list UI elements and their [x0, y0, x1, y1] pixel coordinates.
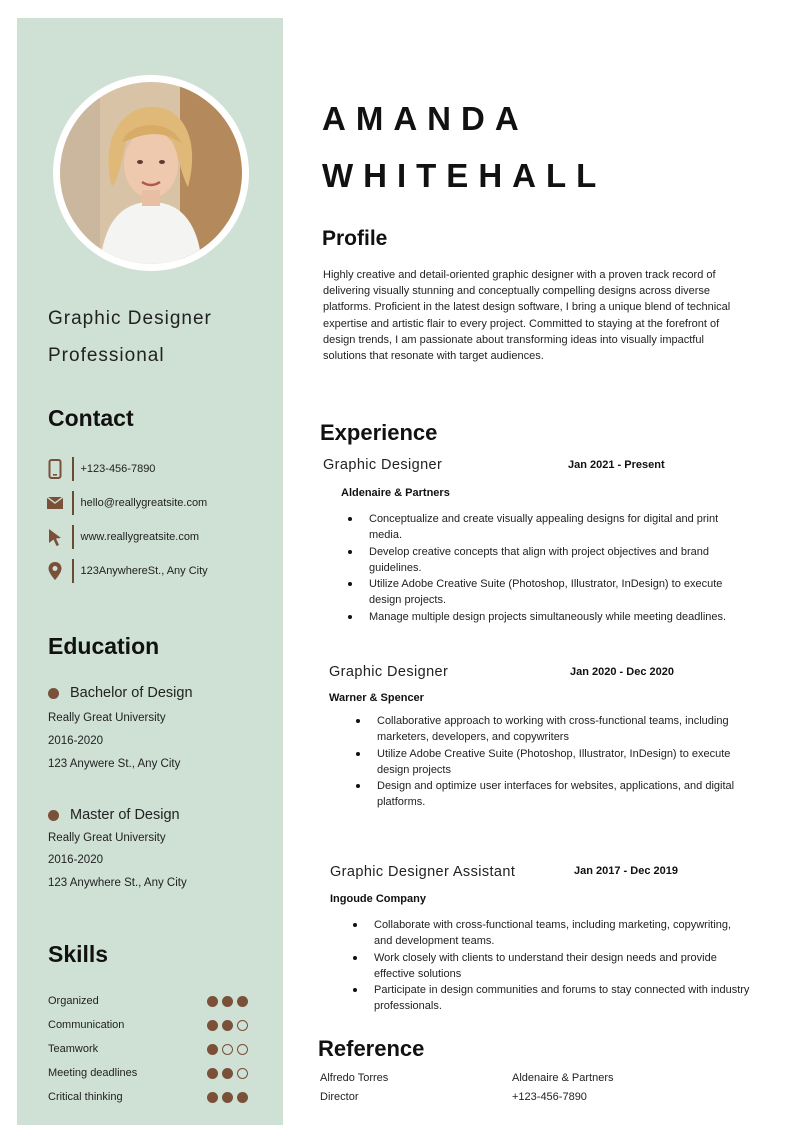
- experience-heading: Experience: [320, 420, 438, 445]
- rating-dot-filled-icon: [207, 1092, 218, 1103]
- job-3-company: Ingoude Company: [330, 893, 426, 905]
- job-1-company: Aldenaire & Partners: [341, 487, 450, 499]
- education-degree-1: [48, 685, 193, 701]
- job-3-title: Graphic Designer Assistant: [330, 864, 516, 880]
- job-title-line-2: Professional: [48, 345, 165, 366]
- name-last: WHITEHALL: [322, 157, 607, 194]
- rating-dot-filled-icon: [222, 996, 233, 1007]
- list-item: Design and optimize user interfaces for websites, applications, and digital platforms.: [353, 778, 761, 811]
- list-item: Develop creative concepts that align with project objectives and brand guidelines.: [345, 544, 753, 577]
- skill-row: [48, 993, 248, 1009]
- job-title-line-1: Graphic Designer: [48, 308, 212, 329]
- rating-dot-filled-icon: [207, 1020, 218, 1031]
- education-years-2: 2016-2020: [48, 854, 103, 866]
- job-2-dates: Jan 2020 - Dec 2020: [570, 666, 674, 678]
- skill-rating: [207, 1068, 248, 1079]
- degree-label: Bachelor of Design: [70, 685, 193, 701]
- rating-dot-empty-icon: [237, 1068, 248, 1079]
- list-item: Manage multiple design projects simultaneously while meeting deadlines.: [345, 609, 753, 625]
- education-address-2: 123 Anywhere St., Any City: [48, 877, 187, 889]
- skill-rating: [207, 996, 248, 1007]
- skill-name: Meeting deadlines: [48, 1067, 138, 1079]
- contact-phone: [45, 456, 155, 482]
- rating-dot-filled-icon: [222, 1068, 233, 1079]
- job-3-dates: Jan 2017 - Dec 2019: [574, 865, 678, 877]
- skill-name: Critical thinking: [48, 1091, 123, 1103]
- rating-dot-empty-icon: [222, 1044, 233, 1055]
- list-item: Collaborative approach to working with cross-functional teams, including marketers, developers, and copywriters: [353, 713, 761, 746]
- rating-dot-filled-icon: [237, 1092, 248, 1103]
- email-icon: [45, 493, 65, 513]
- job-2-title: Graphic Designer: [329, 664, 449, 680]
- education-years-1: 2016-2020: [48, 735, 103, 747]
- education-address-1: 123 Anywere St., Any City: [48, 758, 181, 770]
- reference-heading: Reference: [318, 1036, 425, 1061]
- list-item: Work closely with clients to understand their design needs and provide effective solutions: [350, 950, 750, 983]
- list-item: Utilize Adobe Creative Suite (Photoshop, Illustrator, InDesign) to execute design projects.: [345, 576, 753, 609]
- skill-name: Teamwork: [48, 1043, 99, 1055]
- skill-name: Organized: [48, 995, 99, 1007]
- job-2-company: Warner & Spencer: [329, 692, 424, 704]
- profile-text: Highly creative and detail-oriented graphic designer with a proven track record of delivering visually stunning and conceptually compelling designs across diverse platforms. Proficient in the latest design software, I bring a unique blend of technical expertise and artistic flair to every project. Committed to staying at the forefront of design trends, I am passionate about transforming ideas into visually impactful solutions that resonate with target audiences.: [323, 269, 731, 363]
- rating-dot-filled-icon: [207, 1068, 218, 1079]
- contact-email: [45, 490, 207, 516]
- skills-heading: Skills: [48, 941, 109, 967]
- sidebar: [17, 18, 283, 1125]
- bullet-dot-icon: [48, 810, 59, 821]
- contact-phone-text: +123-456-7890: [80, 463, 156, 475]
- contact-address: [45, 558, 208, 584]
- education-school-2: Really Great University: [48, 832, 166, 844]
- education-school-1: Really Great University: [48, 712, 166, 724]
- profile-heading: Profile: [322, 227, 388, 250]
- degree-label: Master of Design: [70, 807, 180, 823]
- education-heading: Education: [48, 633, 160, 659]
- job-1-bullets: [345, 511, 753, 625]
- skill-row: [48, 1041, 248, 1057]
- contact-email-text: hello@reallygreatsite.com: [80, 497, 208, 509]
- contact-website: [45, 524, 199, 550]
- list-item: Collaborate with cross-functional teams, including marketing, copywriting, and development teams.: [350, 917, 750, 950]
- education-degree-2: [48, 807, 180, 823]
- reference-company: Aldenaire & Partners: [512, 1072, 614, 1084]
- list-item: Utilize Adobe Creative Suite (Photoshop, Illustrator, InDesign) to execute design projects: [353, 746, 761, 779]
- name-first: AMANDA: [322, 100, 529, 137]
- skill-rating: [207, 1020, 248, 1031]
- skill-rating: [207, 1092, 248, 1103]
- phone-icon: [45, 459, 65, 479]
- rating-dot-filled-icon: [207, 996, 218, 1007]
- cursor-icon: [45, 527, 65, 547]
- rating-dot-filled-icon: [222, 1092, 233, 1103]
- bullet-dot-icon: [48, 688, 59, 699]
- reference-role: Director: [320, 1091, 359, 1103]
- skill-name: Communication: [48, 1019, 125, 1031]
- job-2-bullets: [353, 713, 761, 811]
- skill-row: [48, 1017, 248, 1033]
- contact-heading: Contact: [48, 405, 134, 431]
- rating-dot-empty-icon: [237, 1020, 248, 1031]
- rating-dot-filled-icon: [237, 996, 248, 1007]
- job-1-title: Graphic Designer: [323, 457, 443, 473]
- location-pin-icon: [45, 561, 65, 581]
- skill-row: [48, 1065, 248, 1081]
- profile-photo: [60, 82, 242, 264]
- rating-dot-filled-icon: [207, 1044, 218, 1055]
- profile-photo-frame: [53, 75, 249, 271]
- rating-dot-filled-icon: [222, 1020, 233, 1031]
- list-item: Participate in design communities and forums to stay connected with industry professionals.: [350, 982, 750, 1015]
- list-item: Conceptualize and create visually appealing designs for digital and print media.: [345, 511, 753, 544]
- contact-address-text: 123AnywhereSt., Any City: [80, 565, 208, 577]
- reference-phone: +123-456-7890: [512, 1091, 587, 1103]
- job-3-bullets: [350, 917, 750, 1015]
- job-1-dates: Jan 2021 - Present: [568, 459, 665, 471]
- reference-person: Alfredo Torres: [320, 1072, 389, 1084]
- skill-rating: [207, 1044, 248, 1055]
- contact-website-text: www.reallygreatsite.com: [80, 531, 200, 543]
- rating-dot-empty-icon: [237, 1044, 248, 1055]
- skill-row: [48, 1089, 248, 1105]
